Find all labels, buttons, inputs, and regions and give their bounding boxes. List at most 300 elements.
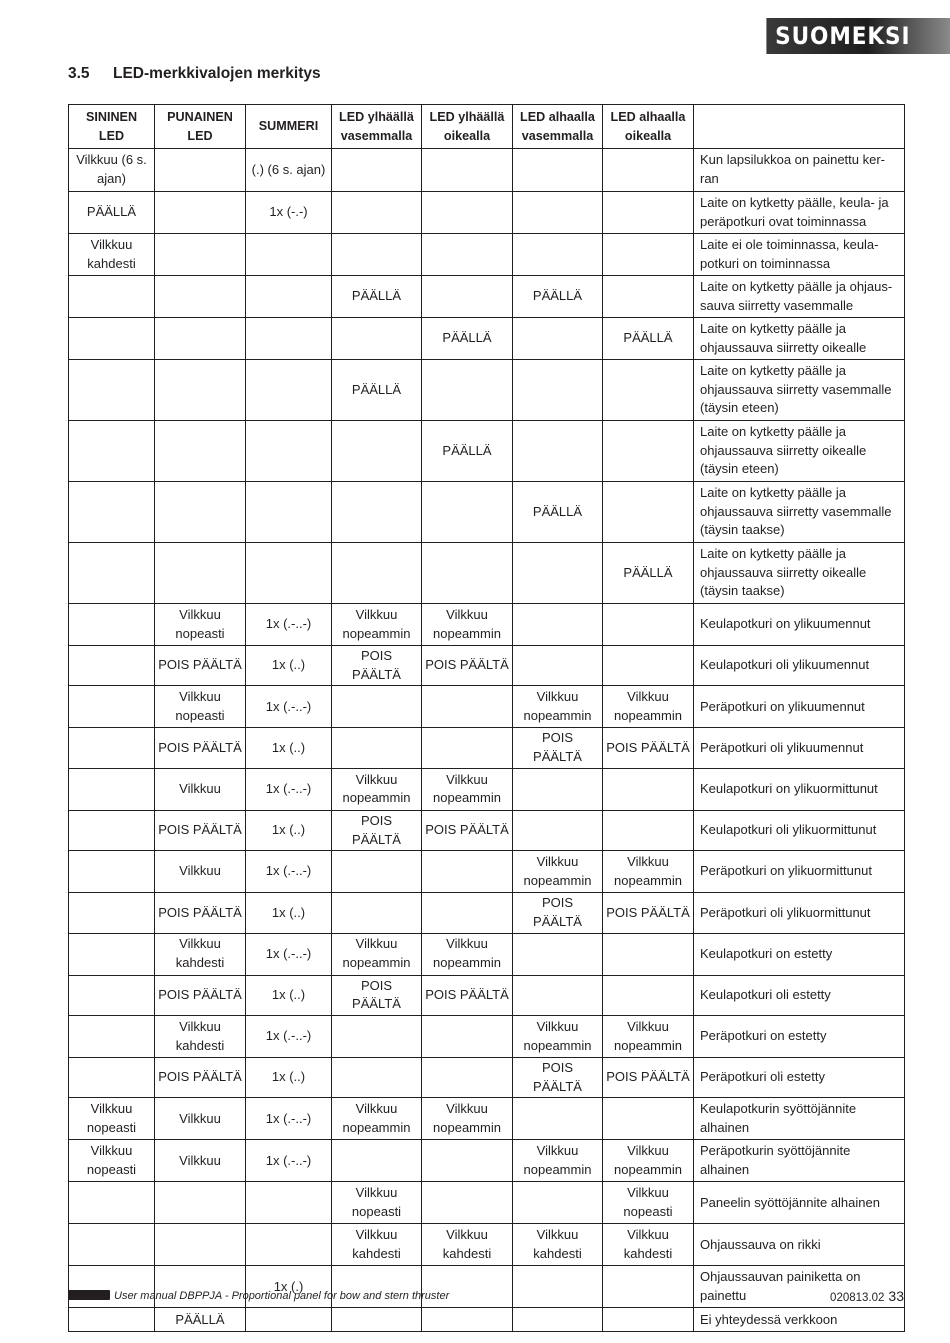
cell-led-top-right	[422, 149, 513, 192]
cell-blue-led	[69, 768, 155, 810]
cell-text: POIS PÄÄLTÄ	[606, 1069, 690, 1085]
cell-description	[694, 360, 905, 421]
cell-description	[694, 728, 905, 768]
cell-led-top-left	[332, 149, 422, 192]
cell-text: Vilkkuu	[536, 1143, 579, 1159]
cell-led-bottom-right	[603, 318, 694, 360]
header-led-top-right	[422, 105, 513, 149]
header-led-top-left	[332, 105, 422, 149]
cell-buzzer	[246, 1098, 332, 1140]
cell-text: Vilkkuu	[179, 863, 221, 879]
cell-buzzer	[246, 149, 332, 192]
cell-led-bottom-right	[603, 360, 694, 421]
cell-text: nopeasti	[175, 625, 225, 641]
cell-text: POIS PÄÄLTÄ	[158, 904, 242, 920]
cell-text: Laite on kytketty päälle ja	[700, 320, 846, 336]
cell-text: nopeammin	[433, 955, 501, 971]
cell-led-top-right	[422, 851, 513, 893]
cell-buzzer	[246, 276, 332, 318]
cell-text: 1x (..)	[271, 822, 306, 838]
cell-text: peräpotkuri ovat toiminnassa	[700, 213, 867, 229]
cell-text: 1x (..)	[271, 904, 306, 920]
cell-led-bottom-left	[513, 975, 603, 1015]
cell-text: POIS PÄÄLTÄ	[425, 657, 509, 673]
cell-buzzer	[246, 543, 332, 604]
cell-red-led	[155, 1224, 246, 1266]
cell-text: Vilkkuu	[179, 1152, 221, 1168]
table-row	[69, 1224, 905, 1266]
table-row	[69, 646, 905, 686]
header-led-bottom-right	[603, 105, 694, 149]
cell-text: Laite on kytketty päälle ja	[700, 545, 846, 561]
cell-text: PUNAINEN	[167, 109, 233, 124]
cell-led-top-left	[332, 975, 422, 1015]
cell-buzzer	[246, 360, 332, 421]
cell-red-led	[155, 1016, 246, 1058]
cell-buzzer	[246, 728, 332, 768]
cell-description	[694, 192, 905, 234]
cell-text: Vilkkuu	[90, 1143, 133, 1159]
cell-text: ohjaussauva siirretty oikealle	[700, 339, 867, 355]
cell-led-bottom-right	[603, 149, 694, 192]
cell-description	[694, 318, 905, 360]
cell-text: (täysin taakse)	[700, 522, 785, 538]
cell-led-top-right	[422, 728, 513, 768]
cell-blue-led	[69, 686, 155, 728]
cell-text: Vilkkuu	[446, 1101, 488, 1117]
cell-text: potkuri on toiminnassa	[700, 255, 831, 271]
cell-text: Vilkkuu	[179, 689, 221, 705]
cell-text: nopeammin	[342, 1119, 411, 1135]
cell-text: 1x (..)	[271, 739, 306, 755]
cell-blue-led	[69, 975, 155, 1015]
cell-text: POIS PÄÄLTÄ	[158, 1069, 242, 1085]
cell-buzzer	[246, 318, 332, 360]
document-code: 020813.02	[830, 1292, 885, 1304]
cell-text: Keulapotkuri oli ylikuormittunut	[700, 822, 877, 838]
cell-text: Paneelin syöttöjännite alhainen	[700, 1194, 880, 1210]
cell-red-led	[155, 421, 246, 482]
cell-text: alhainen	[700, 1119, 750, 1135]
cell-blue-led	[69, 421, 155, 482]
cell-text: Keulapotkuri oli estetty	[700, 986, 831, 1002]
cell-text: PÄÄLLÄ	[532, 503, 583, 519]
cell-led-top-left	[332, 318, 422, 360]
cell-blue-led	[69, 646, 155, 686]
header-red-led	[155, 105, 246, 149]
cell-text: nopeammin	[523, 1161, 592, 1177]
cell-led-top-right	[422, 893, 513, 933]
cell-text: LED	[98, 128, 125, 143]
cell-text: ohjaussauva siirretty oikealle	[700, 442, 867, 458]
cell-description	[694, 1224, 905, 1266]
table-row	[69, 360, 905, 421]
cell-led-top-left	[332, 421, 422, 482]
cell-red-led	[155, 276, 246, 318]
cell-led-bottom-left	[513, 1308, 603, 1332]
cell-text: nopeammin	[614, 1037, 682, 1053]
cell-description	[694, 234, 905, 276]
cell-text: Peräpotkuri on estetty	[700, 1028, 827, 1044]
cell-text: Vilkkuu	[355, 1101, 398, 1117]
cell-blue-led	[69, 1182, 155, 1224]
cell-led-top-left	[332, 1224, 422, 1266]
cell-text: (täysin eteen)	[700, 461, 779, 477]
cell-red-led	[155, 893, 246, 933]
cell-text: PÄÄLLÄ	[86, 204, 137, 220]
cell-text: Vilkkuu	[179, 1018, 221, 1034]
cell-text: POIS PÄÄLTÄ	[533, 730, 582, 765]
cell-led-top-left	[332, 192, 422, 234]
cell-led-top-right	[422, 1140, 513, 1182]
cell-text: LED ylhäällä	[429, 109, 505, 124]
cell-text: Laite on kytketty päälle ja	[700, 362, 846, 378]
cell-buzzer	[246, 1182, 332, 1224]
cell-text: PÄÄLLÄ	[442, 330, 492, 346]
table-row	[69, 1098, 905, 1140]
footer-right	[830, 1288, 904, 1304]
cell-buzzer	[246, 1058, 332, 1098]
table-row	[69, 1016, 905, 1058]
cell-red-led	[155, 686, 246, 728]
cell-led-top-left	[332, 810, 422, 850]
cell-led-top-right	[422, 543, 513, 604]
cell-text: Peräpotkurin syöttöjännite	[700, 1143, 851, 1159]
cell-text: Vilkkuu	[446, 606, 488, 622]
cell-text: Keulapotkuri on ylikuumennut	[700, 616, 871, 632]
header-buzzer	[246, 105, 332, 149]
cell-led-top-right	[422, 646, 513, 686]
cell-text: 1x (.-..-)	[265, 1110, 312, 1126]
cell-led-top-right	[422, 604, 513, 646]
cell-led-bottom-right	[603, 851, 694, 893]
cell-led-bottom-left	[513, 893, 603, 933]
cell-text: Vilkkuu	[627, 854, 669, 870]
cell-text: Vilkkuu	[355, 936, 398, 952]
cell-text: Vilkkuu	[355, 1185, 398, 1201]
cell-text: Peräpotkuri oli estetty	[700, 1069, 826, 1085]
cell-text: Laite on kytketty päälle ja ohjaus-	[700, 278, 893, 294]
cell-led-bottom-left	[513, 646, 603, 686]
table-header-row	[69, 105, 905, 149]
cell-text: Vilkkuu	[355, 606, 398, 622]
cell-led-top-left	[332, 360, 422, 421]
cell-led-top-left	[332, 482, 422, 543]
cell-blue-led	[69, 482, 155, 543]
cell-text: (täysin eteen)	[700, 400, 779, 416]
cell-text: Peräpotkuri on ylikuormittunut	[700, 863, 872, 879]
cell-buzzer	[246, 686, 332, 728]
cell-text: Vilkkuu	[536, 1227, 579, 1243]
cell-led-bottom-left	[513, 1224, 603, 1266]
cell-text: Ohjaussauvan painiketta on	[700, 1269, 861, 1285]
cell-led-bottom-right	[603, 810, 694, 850]
cell-text: Vilkkuu	[627, 689, 669, 705]
cell-blue-led	[69, 1140, 155, 1182]
cell-text: Vilkkuu	[90, 1101, 133, 1117]
cell-led-top-right	[422, 1098, 513, 1140]
cell-description	[694, 768, 905, 810]
cell-text: nopeammin	[433, 625, 501, 641]
cell-led-bottom-left	[513, 192, 603, 234]
cell-red-led	[155, 851, 246, 893]
cell-red-led	[155, 810, 246, 850]
cell-led-bottom-right	[603, 276, 694, 318]
cell-text: vasemmalla	[521, 128, 594, 143]
cell-led-bottom-right	[603, 1098, 694, 1140]
cell-description	[694, 1308, 905, 1332]
cell-text: POIS PÄÄLTÄ	[158, 822, 242, 838]
cell-text: ohjaussauva siirretty vasemmalle	[700, 381, 892, 397]
cell-led-bottom-right	[603, 933, 694, 975]
page-number: 33	[888, 1288, 904, 1304]
cell-red-led	[155, 149, 246, 192]
cell-buzzer	[246, 975, 332, 1015]
cell-text: Laite ei ole toiminnassa, keula-	[700, 236, 879, 252]
cell-led-top-left	[332, 1182, 422, 1224]
cell-led-bottom-right	[603, 893, 694, 933]
cell-led-top-left	[332, 604, 422, 646]
table-row	[69, 421, 905, 482]
cell-led-bottom-left	[513, 686, 603, 728]
cell-text: Vilkkuu	[90, 236, 133, 252]
cell-led-top-left	[332, 276, 422, 318]
cell-led-bottom-right	[603, 1016, 694, 1058]
table-row	[69, 234, 905, 276]
cell-buzzer	[246, 192, 332, 234]
cell-text: POIS PÄÄLTÄ	[352, 648, 401, 682]
table-row	[69, 686, 905, 728]
vetus-logo	[68, 1290, 110, 1300]
cell-text: Keulapotkuri on ylikuormittunut	[700, 780, 878, 796]
cell-description	[694, 482, 905, 543]
table-row	[69, 728, 905, 768]
cell-led-top-left	[332, 933, 422, 975]
cell-led-bottom-right	[603, 192, 694, 234]
cell-led-bottom-left	[513, 1182, 603, 1224]
cell-text: kahdesti	[352, 1245, 401, 1261]
table-body	[69, 149, 905, 1332]
header-blue-led	[69, 105, 155, 149]
cell-led-top-right	[422, 360, 513, 421]
cell-red-led	[155, 604, 246, 646]
table-row	[69, 276, 905, 318]
cell-led-bottom-left	[513, 933, 603, 975]
table-row	[69, 482, 905, 543]
table-row	[69, 192, 905, 234]
cell-led-bottom-left	[513, 482, 603, 543]
cell-led-bottom-right	[603, 543, 694, 604]
cell-red-led	[155, 234, 246, 276]
cell-text: nopeasti	[175, 707, 225, 723]
cell-text: Vilkkuu	[446, 1227, 488, 1243]
table-row	[69, 975, 905, 1015]
cell-red-led	[155, 192, 246, 234]
cell-buzzer	[246, 768, 332, 810]
cell-buzzer	[246, 810, 332, 850]
cell-text: kahdesti	[442, 1245, 492, 1261]
cell-text: POIS PÄÄLTÄ	[606, 904, 690, 920]
cell-text: nopeasti	[351, 1203, 402, 1219]
cell-description	[694, 933, 905, 975]
cell-text: 1x (.-..-)	[265, 945, 312, 961]
cell-text: 1x (.-..-)	[265, 1152, 312, 1168]
cell-led-bottom-right	[603, 1140, 694, 1182]
cell-text: 1x (.-..-)	[265, 780, 312, 796]
cell-description	[694, 851, 905, 893]
cell-buzzer	[246, 851, 332, 893]
cell-blue-led	[69, 149, 155, 192]
cell-blue-led	[69, 1224, 155, 1266]
cell-description	[694, 1058, 905, 1098]
cell-buzzer	[246, 933, 332, 975]
cell-led-top-right	[422, 686, 513, 728]
table-row	[69, 1308, 905, 1332]
cell-red-led	[155, 482, 246, 543]
cell-led-bottom-left	[513, 768, 603, 810]
cell-text: Peräpotkuri oli ylikuumennut	[700, 739, 864, 755]
cell-blue-led	[69, 851, 155, 893]
cell-blue-led	[69, 933, 155, 975]
cell-led-top-right	[422, 276, 513, 318]
cell-text: PÄÄLLÄ	[442, 442, 492, 458]
cell-led-top-right	[422, 933, 513, 975]
cell-led-top-left	[332, 234, 422, 276]
cell-blue-led	[69, 543, 155, 604]
cell-text: Keulapotkurin syöttöjännite	[700, 1101, 857, 1117]
cell-description	[694, 1098, 905, 1140]
cell-led-bottom-right	[603, 1058, 694, 1098]
cell-led-bottom-left	[513, 360, 603, 421]
cell-blue-led	[69, 360, 155, 421]
cell-text: LED alhaalla	[610, 109, 686, 124]
section-number: 3.5	[68, 65, 90, 82]
cell-text: Vilkkuu	[536, 854, 579, 870]
header-description	[694, 105, 905, 149]
cell-red-led	[155, 1308, 246, 1332]
cell-led-top-right	[422, 192, 513, 234]
cell-text: kahdesti	[533, 1245, 582, 1261]
cell-text: ohjaussauva siirretty vasemmalle	[700, 503, 892, 519]
cell-buzzer	[246, 1140, 332, 1182]
cell-blue-led	[69, 1308, 155, 1332]
cell-text: SUMMERI	[258, 119, 319, 134]
cell-text: Vilkkuu	[355, 1227, 398, 1243]
cell-led-bottom-right	[603, 768, 694, 810]
cell-text: 1x (.-..-)	[265, 698, 312, 714]
table-row	[69, 1182, 905, 1224]
cell-led-top-left	[332, 543, 422, 604]
table-row	[69, 851, 905, 893]
cell-blue-led	[69, 1058, 155, 1098]
cell-text: Kun lapsilukkoa on painettu ker-	[700, 152, 886, 168]
cell-red-led	[155, 1182, 246, 1224]
cell-red-led	[155, 768, 246, 810]
table-row	[69, 893, 905, 933]
table-row	[69, 318, 905, 360]
cell-text: 1x (..)	[271, 657, 306, 673]
cell-text: Ei yhteydessä verkkoon	[700, 1311, 838, 1327]
cell-text: nopeammin	[523, 1037, 592, 1053]
cell-led-bottom-left	[513, 421, 603, 482]
cell-text: Vilkkuu (6 s.	[76, 152, 147, 168]
cell-led-top-left	[332, 1016, 422, 1058]
cell-text: Vilkkuu	[179, 1110, 221, 1126]
cell-led-top-right	[422, 1224, 513, 1266]
cell-text: PÄÄLLÄ	[623, 564, 673, 580]
table-row	[69, 768, 905, 810]
cell-red-led	[155, 1140, 246, 1182]
cell-red-led	[155, 933, 246, 975]
cell-red-led	[155, 318, 246, 360]
header-led-bottom-left	[513, 105, 603, 149]
cell-red-led	[155, 728, 246, 768]
cell-text: LED alhaalla	[520, 109, 595, 124]
cell-text: sauva siirretty vasemmalle	[700, 297, 854, 313]
cell-text: (.) (6 s. ajan)	[251, 161, 326, 177]
cell-blue-led	[69, 810, 155, 850]
cell-text: Vilkkuu	[355, 771, 398, 787]
cell-text: POIS PÄÄLTÄ	[158, 986, 242, 1002]
cell-text: Vilkkuu	[179, 606, 221, 622]
table-row	[69, 1058, 905, 1098]
cell-led-top-right	[422, 421, 513, 482]
section-title	[68, 65, 321, 83]
cell-buzzer	[246, 604, 332, 646]
cell-led-bottom-right	[603, 646, 694, 686]
cell-text: Vilkkuu	[179, 780, 221, 796]
led-meaning-table	[68, 104, 905, 1332]
cell-led-bottom-right	[603, 482, 694, 543]
cell-red-led	[155, 1098, 246, 1140]
cell-description	[694, 543, 905, 604]
cell-text: Keulapotkuri oli ylikuumennut	[700, 657, 870, 673]
cell-text: Vilkkuu	[627, 1185, 669, 1201]
cell-led-top-left	[332, 1098, 422, 1140]
cell-blue-led	[69, 728, 155, 768]
table-row	[69, 149, 905, 192]
manual-title: User manual DBPPJA - Proportional panel for bow and stern thruster	[114, 1290, 450, 1302]
cell-text: PÄÄLLÄ	[532, 288, 583, 304]
cell-description	[694, 421, 905, 482]
cell-text: kahdesti	[175, 955, 225, 971]
cell-text: ajan)	[97, 171, 126, 186]
cell-description	[694, 1182, 905, 1224]
cell-led-top-left	[332, 646, 422, 686]
cell-text: POIS PÄÄLTÄ	[352, 812, 401, 847]
cell-led-bottom-left	[513, 543, 603, 604]
cell-led-bottom-left	[513, 810, 603, 850]
cell-led-bottom-left	[513, 1058, 603, 1098]
cell-led-bottom-right	[603, 234, 694, 276]
table-row	[69, 810, 905, 850]
cell-description	[694, 276, 905, 318]
cell-description	[694, 893, 905, 933]
cell-led-top-right	[422, 975, 513, 1015]
cell-text: POIS PÄÄLTÄ	[425, 986, 509, 1002]
cell-led-bottom-left	[513, 234, 603, 276]
table-row	[69, 543, 905, 604]
cell-description	[694, 975, 905, 1015]
cell-blue-led	[69, 276, 155, 318]
cell-text: nopeammin	[523, 707, 592, 723]
page-footer	[68, 1287, 904, 1308]
cell-led-top-right	[422, 482, 513, 543]
cell-led-bottom-left	[513, 604, 603, 646]
cell-text: 1x (-.-)	[269, 204, 308, 220]
cell-led-bottom-right	[603, 975, 694, 1015]
cell-text: POIS PÄÄLTÄ	[158, 739, 242, 755]
